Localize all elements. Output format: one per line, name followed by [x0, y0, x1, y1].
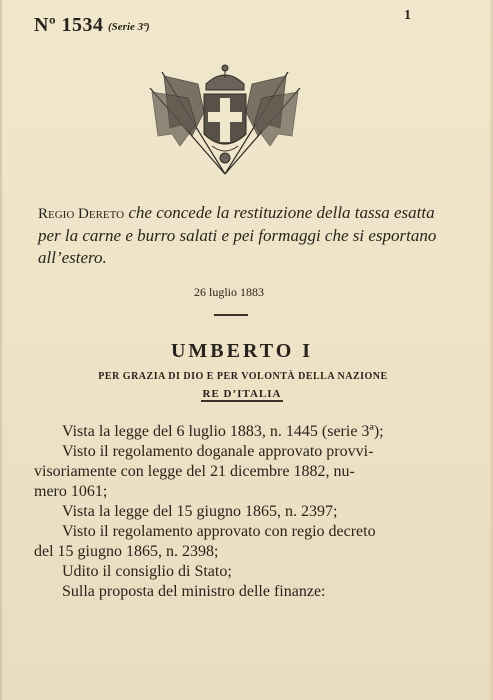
body-line: visoriamente con legge del 21 dicembre 1882, nu- [34, 463, 355, 480]
body-line: Udito il consiglio di Stato; [62, 563, 232, 580]
body-line: mero 1061; [34, 483, 108, 500]
body-line: Sulla proposta del ministro delle finanze: [62, 583, 326, 600]
body-line: Visto il regolamento approvato con regio decreto [62, 523, 376, 540]
decree-date: 26 luglio 1883 [194, 285, 265, 299]
divider [214, 314, 248, 316]
decree-title [38, 202, 438, 269]
king-title-text: RE D’ITALIA [202, 388, 282, 400]
body-line: Vista la legge del 15 giugno 1865, n. 2397; [62, 503, 338, 520]
decree-title-intro: Regio Dereto [38, 206, 125, 222]
body-line: Visto il regolamento doganale approvato provvi- [62, 443, 374, 460]
decree-title-text: che concede la restituzione della tassa esatta per la carne e burro salati e pei formaggi che si esportano all’estero. [38, 203, 437, 267]
series-label: (Serie 3ª) [108, 21, 150, 33]
body-line: Vista la legge del 6 luglio 1883, n. 1445 (serie 3ª); [62, 423, 384, 440]
decree-body [34, 422, 430, 602]
sovereign-name: UMBERTO I [170, 340, 314, 362]
decree-number: Nº 1534 [34, 14, 104, 36]
royal-formula: PER GRAZIA DI DIO E PER VOLONTÀ DELLA NAZIONE [98, 371, 388, 382]
body-line: del 15 giugno 1865, n. 2398; [34, 543, 219, 560]
page-number: 1 [404, 8, 411, 23]
coat-of-arms-icon [140, 54, 310, 184]
king-title [132, 388, 352, 400]
